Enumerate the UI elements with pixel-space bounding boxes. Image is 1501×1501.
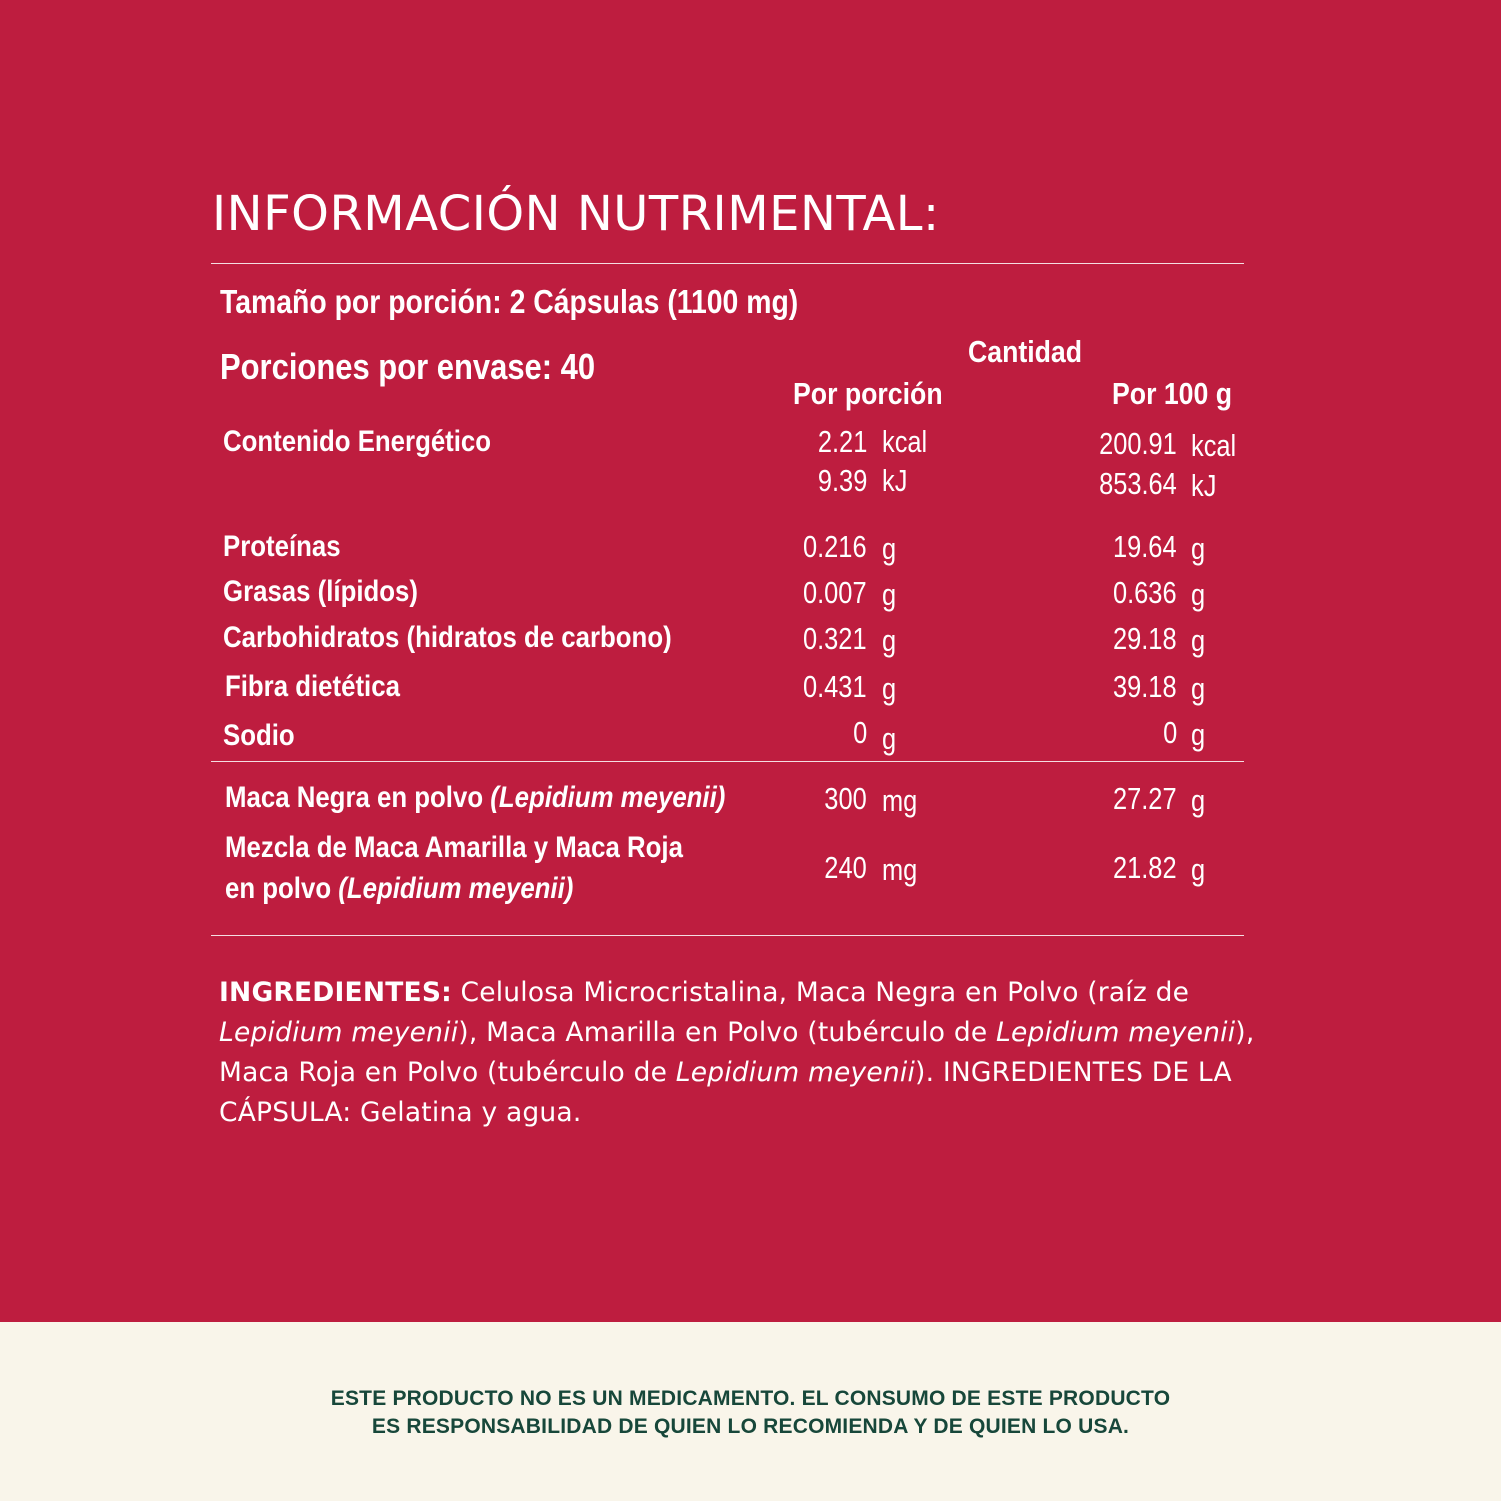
- ingredients-part: ). INGREDIENTES DE LA CÁPSULA: Gelatina y agua.: [219, 1057, 1232, 1128]
- active-label-text: Maca Negra en polvo: [225, 781, 491, 814]
- active-per-100g-unit: g: [1191, 852, 1206, 887]
- nutrient-per-serving-unit: g: [882, 623, 897, 658]
- disclaimer-footer: [0, 1322, 1501, 1501]
- ingredients-part: ), Maca Roja en Polvo (tubérculo de: [219, 1017, 1255, 1088]
- active-label-latin: (Lepidium meyenii): [490, 781, 726, 814]
- disclaimer-line2: ES RESPONSABILIDAD DE QUIEN LO RECOMIENDA Y DE QUIEN LO USA.: [371, 1415, 1130, 1438]
- energy-kj-unit: kJ: [882, 463, 908, 498]
- active-label-line2: [225, 872, 573, 906]
- active-label: [225, 781, 725, 815]
- active-per-serving-unit: mg: [882, 783, 918, 818]
- nutrient-per-serving: 0.007: [803, 575, 867, 610]
- energy-kcal-unit: kcal: [882, 424, 928, 459]
- energy-label: Contenido Energético: [223, 425, 492, 458]
- serving-size: Tamaño por porción: 2 Cápsulas (1100 mg): [220, 283, 799, 320]
- nutrient-per-100g-unit: g: [1191, 577, 1206, 612]
- energy-kj-per-serving: 9.39: [817, 463, 867, 498]
- divider-middle: [211, 761, 1244, 762]
- active-per-serving-unit: mg: [882, 852, 918, 887]
- active-per-serving: 240: [824, 850, 867, 885]
- nutrient-label: Proteínas: [223, 530, 341, 563]
- nutrient-per-serving: 0: [852, 715, 867, 750]
- page-title: INFORMACIÓN NUTRIMENTAL:: [212, 186, 940, 242]
- nutrient-label: Carbohidratos (hidratos de carbono): [223, 621, 672, 654]
- nutrient-per-100g-unit: g: [1191, 531, 1206, 566]
- servings-per-container: Porciones por envase: 40: [220, 346, 596, 387]
- active-per-100g: 27.27: [1113, 781, 1177, 816]
- energy-kj-per-100g: 853.64: [1099, 466, 1177, 501]
- nutrient-per-serving-unit: g: [882, 577, 897, 612]
- energy-kcal-unit-100g: kcal: [1191, 428, 1237, 463]
- nutrient-per-100g-unit: g: [1191, 671, 1206, 706]
- nutrient-per-serving-unit: g: [882, 671, 897, 706]
- active-label-text: en polvo: [225, 872, 339, 905]
- energy-kcal-per-serving: 2.21: [817, 424, 867, 459]
- nutrient-label: Sodio: [223, 719, 295, 752]
- nutrient-per-100g: 29.18: [1113, 621, 1177, 656]
- nutrient-per-100g: 0: [1162, 715, 1177, 750]
- nutrient-per-100g: 0.636: [1113, 575, 1177, 610]
- header-per-100g: Por 100 g: [1112, 376, 1233, 411]
- divider-bottom: [211, 935, 1244, 936]
- ingredients-latin: Lepidium meyenii: [995, 1017, 1236, 1048]
- active-label-line1: Mezcla de Maca Amarilla y Maca Roja: [225, 831, 683, 864]
- nutrient-per-100g: 19.64: [1113, 529, 1177, 564]
- active-per-100g-unit: g: [1191, 783, 1206, 818]
- ingredients-part: ), Maca Amarilla en Polvo (tubérculo de: [458, 1017, 996, 1048]
- nutrient-label: Fibra dietética: [225, 670, 400, 703]
- ingredients-text: [219, 973, 1309, 1133]
- ingredients-latin: Lepidium meyenii: [675, 1057, 916, 1088]
- nutrient-label: Grasas (lípidos): [223, 575, 418, 608]
- divider-top: [211, 263, 1244, 264]
- nutrient-per-100g: 39.18: [1113, 669, 1177, 704]
- nutrient-per-serving: 0.431: [803, 669, 867, 704]
- nutrient-per-serving: 0.321: [803, 621, 867, 656]
- nutrient-per-serving: 0.216: [803, 529, 867, 564]
- nutrient-per-serving-unit: g: [882, 721, 897, 756]
- ingredients-latin: Lepidium meyenii: [219, 1017, 459, 1048]
- energy-kcal-per-100g: 200.91: [1099, 426, 1177, 461]
- ingredients-part: Celulosa Microcristalina, Maca Negra en Polvo (raíz de: [451, 977, 1190, 1008]
- active-per-serving: 300: [824, 781, 867, 816]
- active-label-latin: (Lepidium meyenii): [338, 872, 574, 905]
- active-per-100g: 21.82: [1113, 850, 1177, 885]
- disclaimer-line1: ESTE PRODUCTO NO ES UN MEDICAMENTO. EL CONSUMO DE ESTE PRODUCTO: [330, 1387, 1171, 1410]
- energy-kj-unit-100g: kJ: [1191, 468, 1217, 503]
- header-amount: Cantidad: [968, 334, 1083, 369]
- nutrient-per-100g-unit: g: [1191, 623, 1206, 658]
- nutrient-per-serving-unit: g: [882, 531, 897, 566]
- header-per-serving: Por porción: [793, 376, 943, 411]
- nutrient-per-100g-unit: g: [1191, 717, 1206, 752]
- ingredients-heading: INGREDIENTES:: [219, 977, 452, 1008]
